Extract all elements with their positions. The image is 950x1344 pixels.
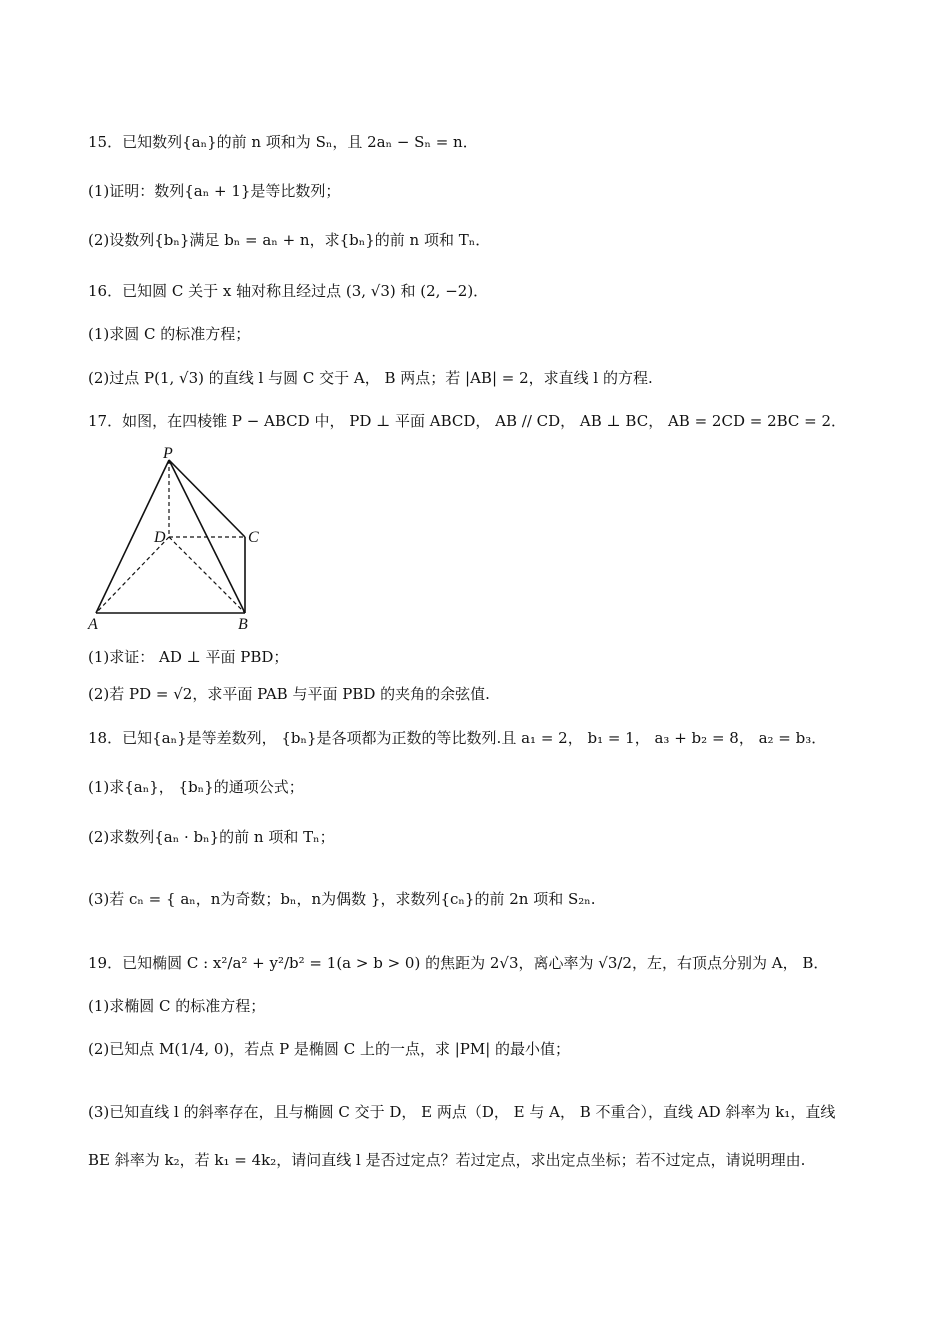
problem-part: (2)已知点 M(1/4, 0)，若点 P 是椭圆 C 上的一点，求 |PM| 的最小值； (88, 1040, 571, 1058)
vertex-label-d: D (154, 529, 166, 546)
problem-part: (1)证明：数列{aₙ + 1}是等比数列； (88, 182, 341, 200)
problem-part: (2)设数列{bₙ}满足 bₙ = aₙ + n，求{bₙ}的前 n 项和 Tₙ． (88, 231, 491, 249)
pyramid-figure (84, 444, 274, 636)
vertex-label-p: P (163, 445, 173, 462)
problem-part: (3)已知直线 l 的斜率存在，且与椭圆 C 交于 D， E 两点（D， E 与 A， B 不重合），直线 AD 斜率为 k₁，直线 BE 斜率为 k₂，若 k₁ = 4k₂，请问直线 l 是否过定点？若过定点，求出定点坐标；若不过定点，请说明理由. (88, 1103, 836, 1169)
problem-part: (3)若 cₙ = { aₙ，n为奇数；bₙ，n为偶数 }，求数列{cₙ}的前 2n 项和 S₂ₙ. (88, 890, 596, 908)
problem-stem: 19．已知椭圆 C : x²/a² + y²/b² = 1(a > b > 0) 的焦距为 2√3，离心率为 √3/2，左，右顶点分别为 A， B． (88, 954, 829, 972)
problem-stem: 17．如图，在四棱锥 P − ABCD 中， PD ⊥ 平面 ABCD， AB // CD， AB ⊥ BC， AB = 2CD = 2BC = 2． (88, 412, 847, 430)
problem-part: (2)过点 P(1, √3) 的直线 l 与圆 C 交于 A， B 两点；若 |AB| = 2，求直线 l 的方程. (88, 369, 653, 387)
problem-part: (1)求{aₙ}， {bₙ}的通项公式； (88, 778, 304, 796)
problem-part: (2)求数列{aₙ · bₙ}的前 n 项和 Tₙ； (88, 828, 335, 846)
problem-stem: 16．已知圆 C 关于 x 轴对称且经过点 (3, √3) 和 (2, −2)． (88, 282, 489, 300)
problem-part: (2)若 PD = √2，求平面 PAB 与平面 PBD 的夹角的余弦值. (88, 685, 490, 703)
vertex-label-c: C (248, 529, 259, 546)
pyramid-diagram (84, 444, 274, 636)
problem-stem: 15．已知数列{aₙ}的前 n 项和为 Sₙ，且 2aₙ − Sₙ = n． (88, 133, 478, 151)
problem-part: (1)求椭圆 C 的标准方程； (88, 997, 266, 1015)
vertex-label-a: A (88, 616, 98, 633)
problem-part: (1)求证： AD ⊥ 平面 PBD； (88, 648, 289, 666)
problem-stem: 18．已知{aₙ}是等差数列， {bₙ}是各项都为正数的等比数列.且 a₁ = 2， b₁ = 1， a₃ + b₂ = 8， a₂ = b₃． (88, 729, 827, 747)
problem-part: (1)求圆 C 的标准方程； (88, 325, 251, 343)
vertex-label-b: B (238, 616, 248, 633)
